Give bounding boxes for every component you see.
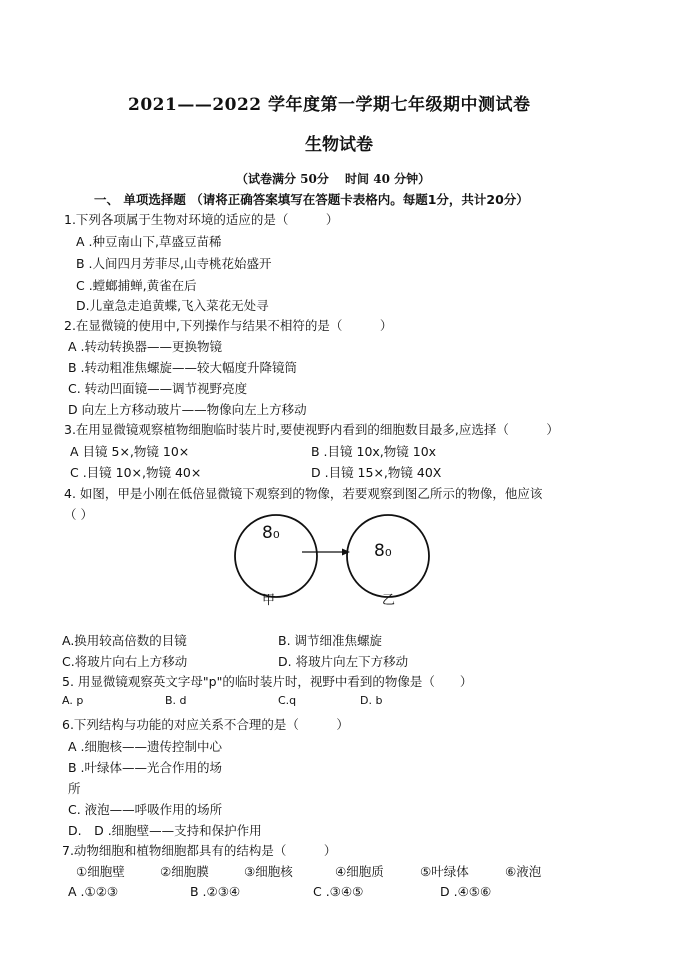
view-jia-text: 8₀ — [262, 523, 280, 543]
question-4-option-a: A.换用较高倍数的目镜 — [62, 633, 187, 648]
question-7-item-6: ⑥液泡 — [505, 864, 542, 879]
question-7-item-2: ②细胞膜 — [160, 864, 209, 879]
question-2-option-d: D 向左上方移动玻片——物像向左上方移动 — [68, 402, 307, 417]
question-2-option-b: B .转动粗准焦螺旋——较大幅度升降镜筒 — [68, 360, 298, 375]
question-1-option-b: B .人间四月芳菲尽,山寺桃花始盛开 — [76, 256, 272, 271]
question-6-option-b: B .叶绿体——光合作用的场 — [68, 760, 223, 775]
section-heading: 一、 单项选择题 （请将正确答案填写在答题卡表格内。每题1分，共计20分） — [94, 192, 529, 207]
question-1-option-d: D.儿童急走追黄蝶,飞入菜花无处寻 — [76, 298, 269, 313]
question-4-option-d: D. 将玻片向左下方移动 — [278, 654, 409, 669]
question-7-item-3: ③细胞核 — [244, 864, 293, 879]
question-3-option-b: B .目镜 10x,物镜 10x — [311, 444, 437, 459]
question-2-option-a: A .转动转换器——更换物镜 — [68, 339, 222, 354]
question-5-option-c: C.q — [278, 694, 297, 707]
question-5-option-a: A. p — [62, 694, 84, 707]
question-7-option-c: C .③④⑤ — [313, 884, 364, 899]
view-yi-text: 8₀ — [374, 541, 392, 561]
question-6-option-d: D. D .细胞壁——支持和保护作用 — [68, 823, 262, 838]
view-jia-label: 甲 — [262, 593, 276, 608]
question-4-stem: 4. 如图，甲是小刚在低倍显微镜下观察到的物像，若要观察到图乙所示的物像，他应该 — [64, 486, 543, 501]
exam-title: 2021——2022 学年度第一学期七年级期中测试卷 — [128, 95, 531, 115]
question-3-stem: 3.在用显微镜观察植物细胞临时装片时,要使视野内看到的细胞数目最多,应选择（ ） — [64, 422, 559, 437]
question-6-option-c: C. 液泡——呼吸作用的场所 — [68, 802, 223, 817]
question-5-option-b: B. d — [165, 694, 187, 707]
question-5-option-d: D. b — [360, 694, 383, 707]
question-7-option-b: B .②③④ — [190, 884, 241, 899]
question-7-stem: 7.动物细胞和植物细胞都具有的结构是（ ） — [62, 843, 337, 858]
question-1-option-c: C .螳螂捕蝉,黄雀在后 — [76, 278, 197, 293]
question-7-item-1: ①细胞壁 — [76, 864, 125, 879]
question-3-option-d: D .目镜 15×,物镜 40X — [311, 465, 442, 480]
question-2-stem: 2.在显微镜的使用中,下列操作与结果不相符的是（ ） — [64, 318, 393, 333]
question-6-option-a: A .细胞核——遗传控制中心 — [68, 739, 222, 754]
question-3-option-a: A 目镜 5×,物镜 10× — [70, 444, 190, 459]
question-1-option-a: A .种豆南山下,草盛豆苗稀 — [76, 234, 222, 249]
question-1-stem: 1.下列各项属于生物对环境的适应的是（ ） — [64, 212, 339, 227]
arrow-head-icon — [342, 549, 350, 556]
question-7-item-4: ④细胞质 — [335, 864, 384, 879]
question-7-option-a: A .①②③ — [68, 884, 119, 899]
question-4-stem-bracket: （ ） — [64, 507, 93, 522]
question-4-option-c: C.将玻片向右上方移动 — [62, 654, 188, 669]
question-7-item-5: ⑤叶绿体 — [420, 864, 469, 879]
exam-subtitle: 生物试卷 — [305, 135, 373, 155]
question-6-stem: 6.下列结构与功能的对应关系不合理的是（ ） — [62, 717, 349, 732]
question-4-option-b: B. 调节细准焦螺旋 — [278, 633, 383, 648]
question-2-option-c: C. 转动凹面镜——调节视野亮度 — [68, 381, 248, 396]
exam-info: （试卷满分 50分 时间 40 分钟） — [236, 172, 431, 186]
view-yi-label: 乙 — [382, 593, 396, 608]
question-3-option-c: C .目镜 10×,物镜 40× — [70, 465, 202, 480]
question-7-option-d: D .④⑤⑥ — [440, 884, 492, 899]
question-5-stem: 5. 用显微镜观察英文字母"p"的临时装片时，视野中看到的物像是（ ） — [62, 674, 473, 689]
question-6-option-b-cont: 所 — [68, 781, 81, 796]
